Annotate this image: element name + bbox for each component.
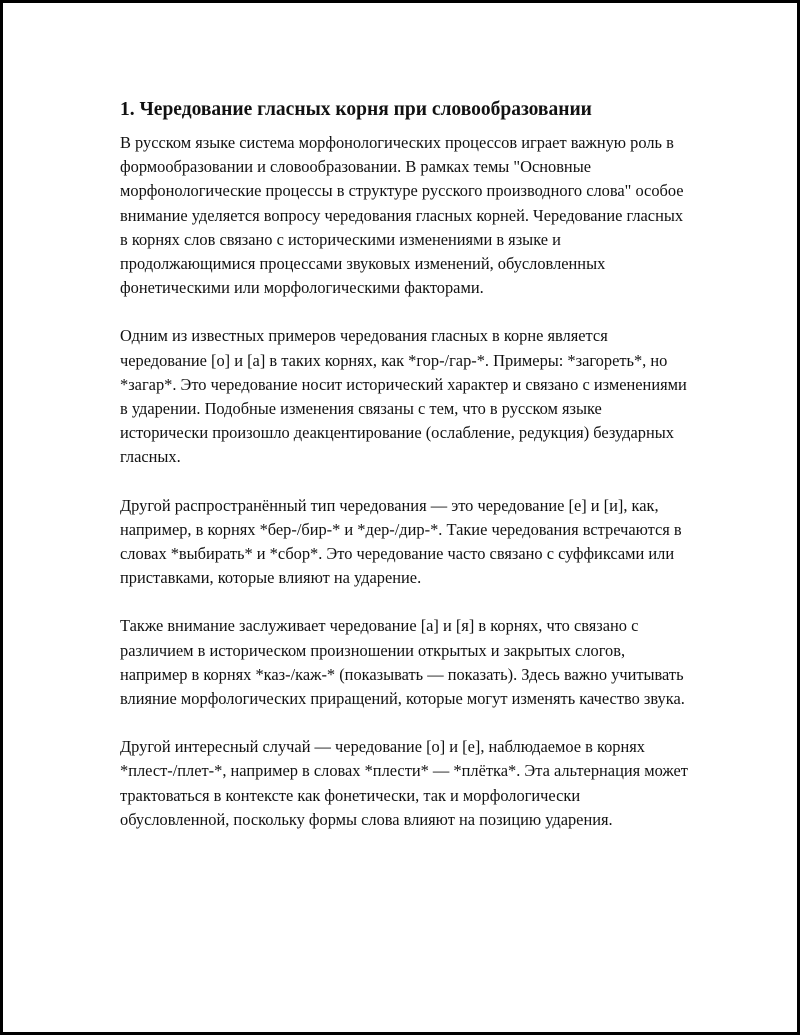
paragraph-3: Другой распространённый тип чередования — это чередование [е] и [и], как, например, в корнях *бер-/бир-* и *дер-/дир-*. Такие чередования встречаются в словах *выбирать* и *сбор*. Это чередование часто связано с суффиксами или приставками, которые влияют на ударение. — [120, 495, 682, 588]
document-content — [120, 97, 688, 856]
section-heading: 1. Чередование гласных корня при словообразовании — [120, 99, 592, 120]
paragraph-1: В русском языке система морфонологических процессов играет важную роль в формообразовании и словообразовании. В рамках темы "Основные морфонологические процессы в структуре русского производного слова" особое внимание уделяется вопросу чередования гласных корней. Чередование гласных в корнях слов связано с историческими изменениями в языке и продолжающимися процессами звуковых изменений, обусловленных фонетическими или морфологическими факторами. — [120, 133, 684, 298]
paragraph-2: Одним из известных примеров чередования гласных в корне является чередование [о] и [а] в таких корнях, как *гор-/гар-*. Примеры: *загореть*, но *загар*. Это чередование носит исторический характер и связано с изменениями в ударении. Подобные изменения связаны с тем, что в русском языке исторически произошло деакцентирование (ослабление, редукция) безударных гласных. — [120, 326, 687, 467]
paragraph-5: Другой интересный случай — чередование [о] и [е], наблюдаемое в корнях *плест-/плет-*, например в словах *плести* — *плётка*. Эта альтернация может трактоваться в контексте как фонетически, так и морфологически обусловленной, поскольку формы слова влияют на позицию ударения. — [120, 737, 688, 829]
paragraph-4: Также внимание заслуживает чередование [а] и [я] в корнях, что связано с различием в историческом произношении открытых и закрытых слогов, например в корнях *каз-/каж-* (показывать — показать). Здесь важно учитывать влияние морфологических приращений, которые могут изменять качество звука. — [120, 616, 685, 709]
